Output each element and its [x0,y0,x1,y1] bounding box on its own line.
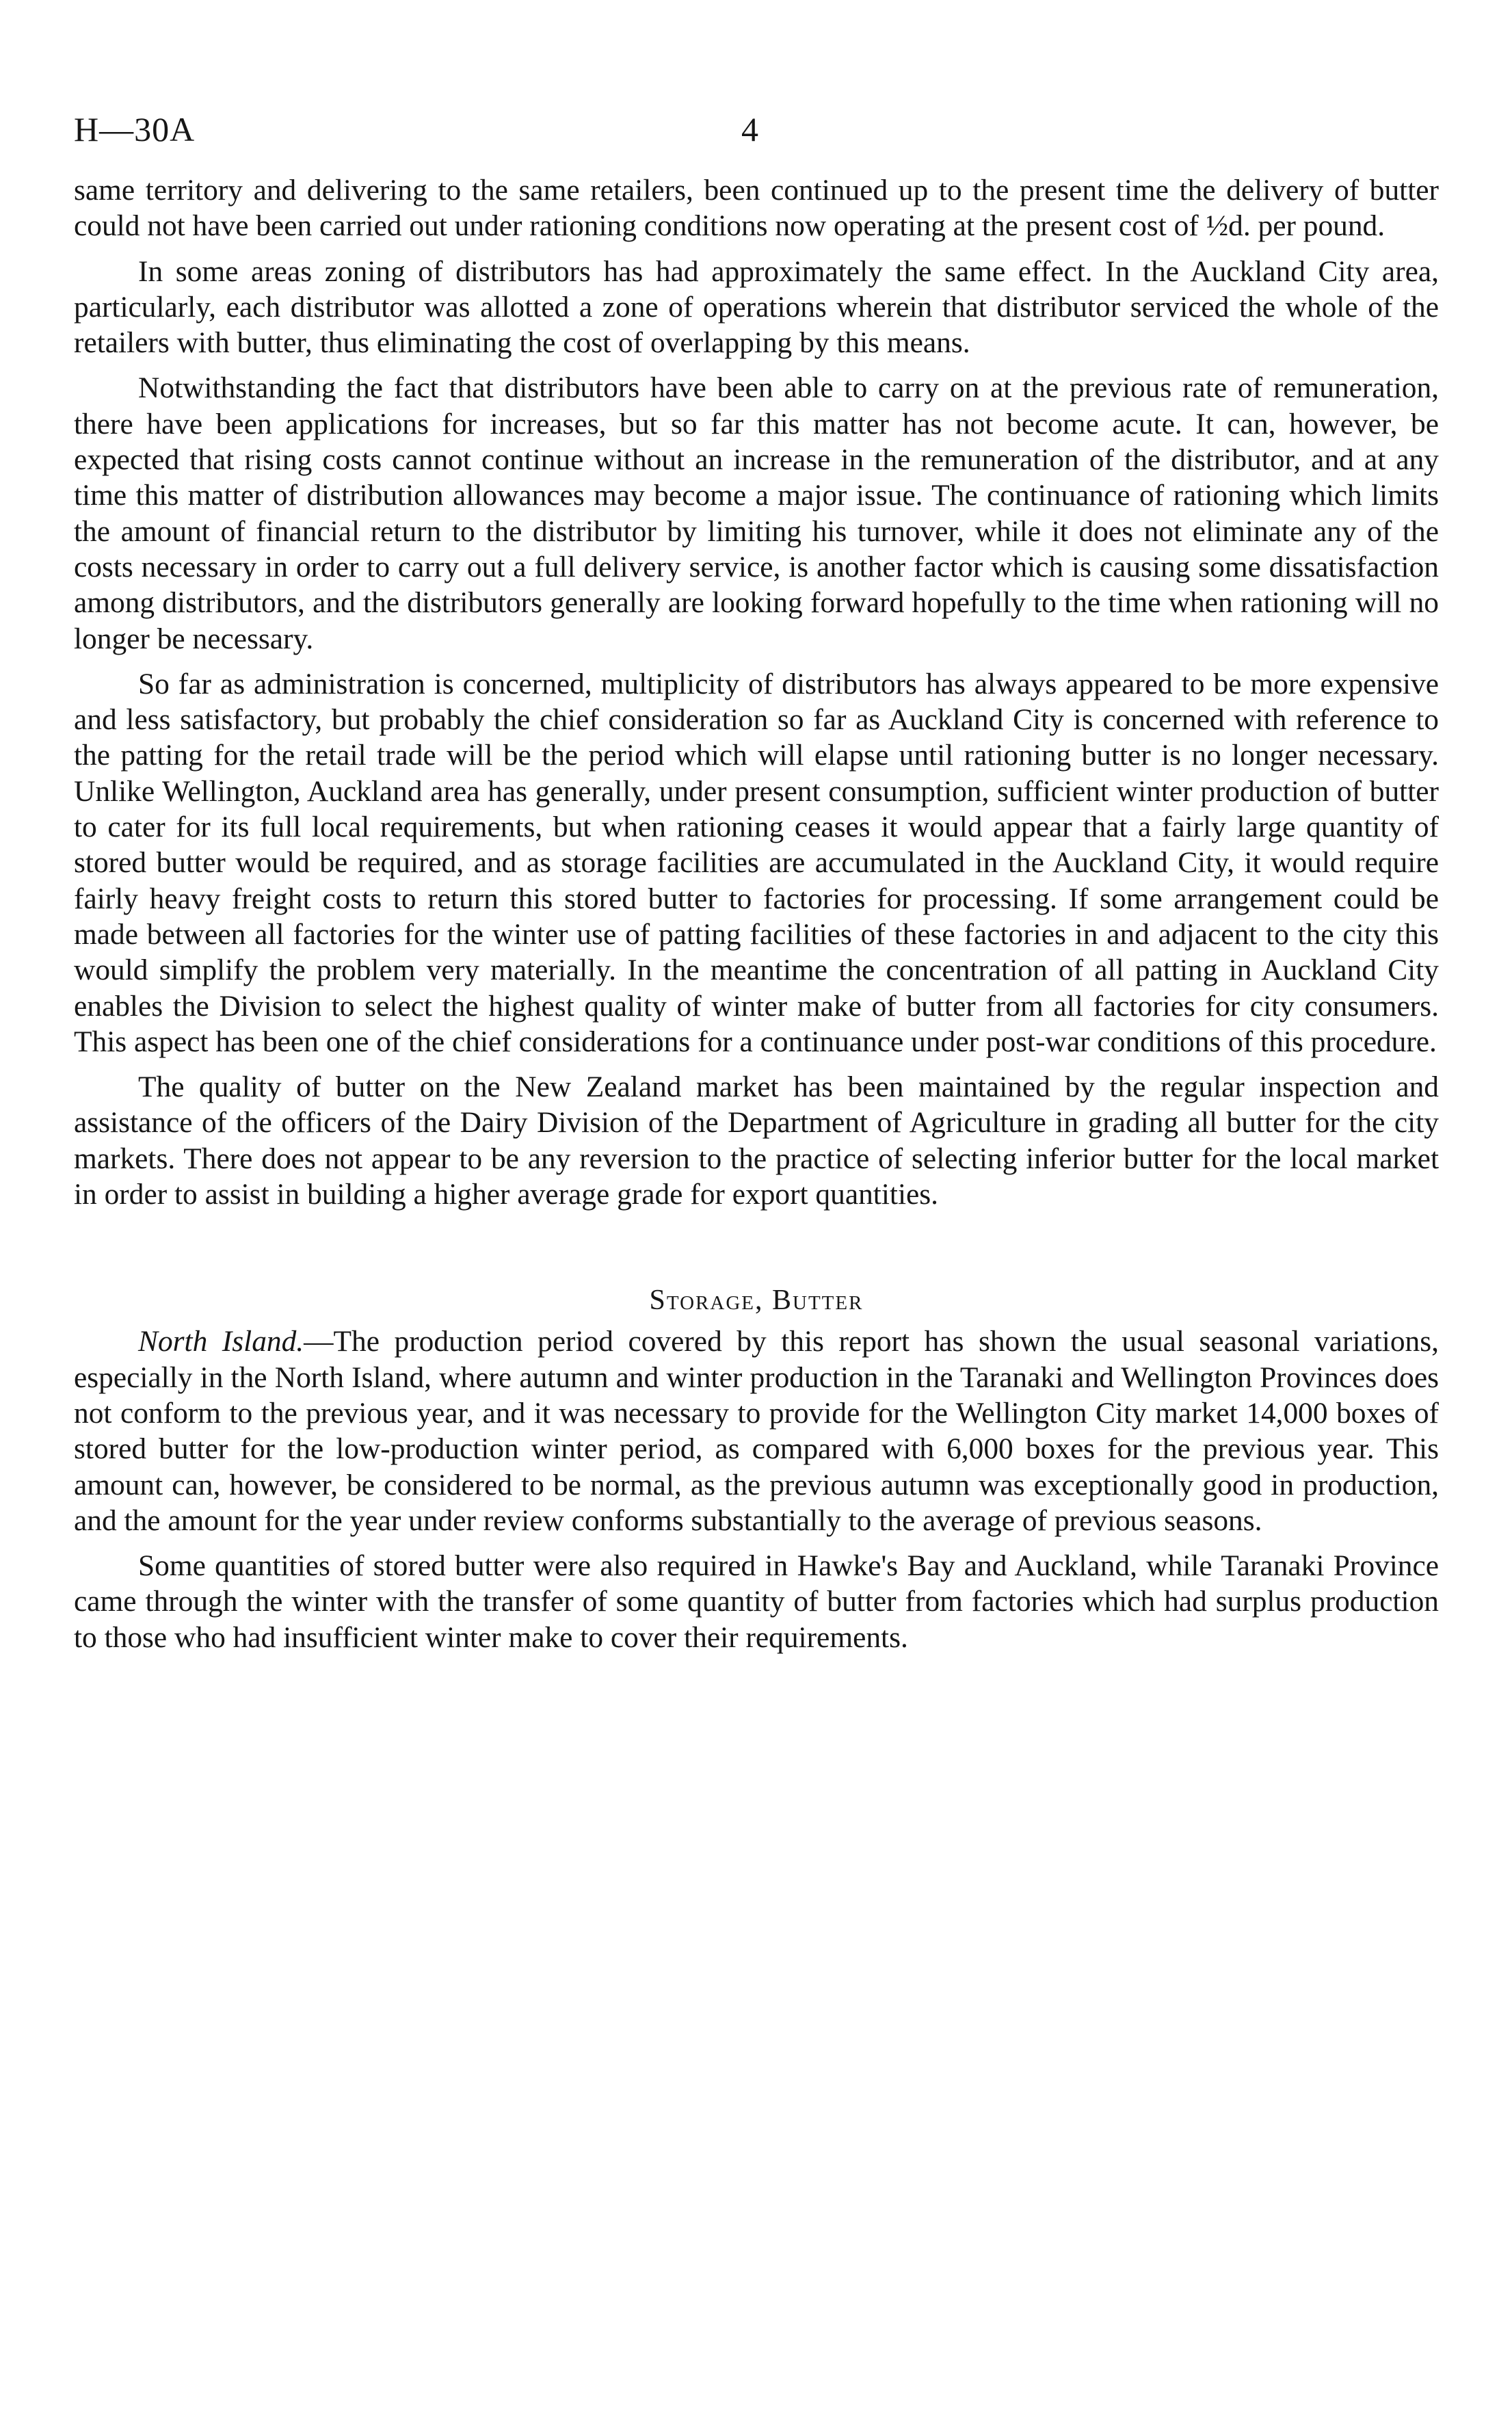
body-text [74,172,1439,1655]
paragraph-stored-butter: Some quantities of stored butter were also required in Hawke's Bay and Auckland, while Taranaki Province came through the winter with the transfer of some quantity of butter from factories which had surplus production to those who had insufficient winter make to cover their requirements. [74,1549,1439,1654]
paragraph-zoning: In some areas zoning of distributors has had approximately the same effect. In the Auckland City area, particularly, each distributor was allotted a zone of operations wherein that distributor serviced the whole of the retailers with butter, thus eliminating the cost of overlapping by this means. [74,254,1439,360]
run-in-heading: North Island. [138,1325,304,1358]
paragraph-administration: So far as administration is concerned, multiplicity of distributors has always appeared to be more expensive and less satisfactory, but probably the chief consideration so far as Auckland City is concerned with reference to the patting for the retail trade will be the period which will elapse until rationing butter is no longer necessary. Unlike Wellington, Auckland area has generally, under present consumption, sufficient winter production of butter to cater for its full local requirements, but when rationing ceases it would appear that a fairly large quantity of stored butter would be required, and as storage facilities are accumulated in the Auckland City, it would require fairly heavy freight costs to return this stored butter to factories for processing. If some arrangement could be made between all factories for the winter use of patting facilities of these factories in and adjacent to the city this would simplify the problem very materially. In the meantime the concentration of all patting in Auckland City enables the Division to select the highest quality of winter make of butter from all factories for city consumers. This aspect has been one of the chief considerations for a continuance under post-war conditions of this procedure. [74,667,1439,1058]
document-reference: H—30A [74,110,196,148]
paragraph-north-island [74,1324,1439,1538]
paragraph-continuation: same territory and delivering to the same retailers, been continued up to the present time the delivery of butter could not have been carried out under rationing conditions now operating at the present cost of ½d. per pound. [74,174,1439,243]
section-heading: Storage, Butter [649,1285,864,1317]
page-number: 4 [741,110,758,148]
paragraph-remuneration: Notwithstanding the fact that distributors have been able to carry on at the previous rate of remuneration, there have been applications for increases, but so far this matter has not become acute. It can, however, be expected that rising costs cannot continue without an increase in the remuneration of the distributor, and at any time this matter of distribution allowances may become a major issue. The continuance of rationing which limits the amount of financial return to the distributor by limiting his turnover, while it does not eliminate any of the costs necessary in order to carry out a full delivery service, is another factor which is causing some dissatisfaction among distributors, and the distributors generally are looking forward hopefully to the time when rationing will no longer be necessary. [74,371,1439,655]
paragraph-north-island-text: —The production period covered by this report has shown the usual seasonal variations, especially in the North Island, where autumn and winter production in the Taranaki and Wellington Provinces does not conform to the previous year, and it was necessary to provide for the Wellington City market 14,000 boxes of stored butter for the low-production winter period, as compared with 6,000 boxes for the previous year. This amount can, however, be considered to be normal, as the previous autumn was exceptionally good in production, and the amount for the year under review conforms substantially to the average of previous seasons. [74,1325,1439,1537]
page-header [74,103,1439,157]
document-page [74,103,1439,1665]
paragraph-quality: The quality of butter on the New Zealand market has been maintained by the regular inspection and assistance of the officers of the Dairy Division of the Department of Agriculture in grading all butter for the city markets. There does not appear to be any reversion to the practice of selecting inferior butter for the local market in order to assist in building a higher average grade for export quantities. [74,1070,1439,1211]
